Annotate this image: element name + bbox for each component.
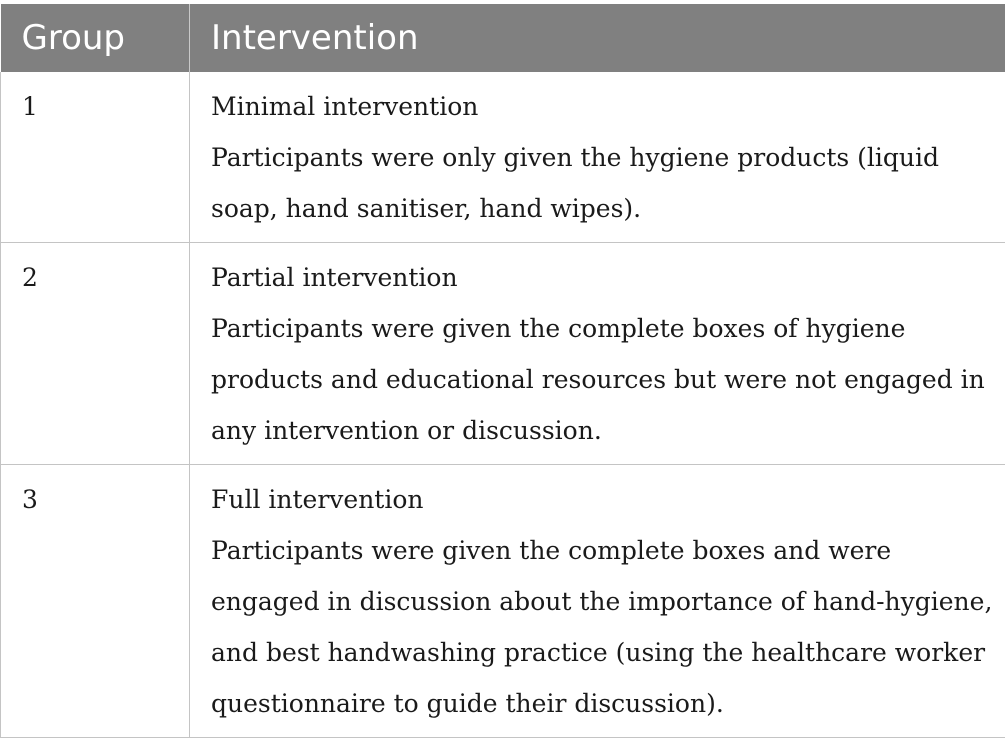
group-cell: 1 <box>1 72 190 243</box>
group-cell: 3 <box>1 465 190 738</box>
table-body <box>1 72 1005 738</box>
table-row <box>1 465 1005 738</box>
intervention-title: Full intervention <box>211 474 995 525</box>
header-row <box>1 4 1005 72</box>
group-cell: 2 <box>1 243 190 465</box>
intervention-description: Participants were given the complete boxes and were engaged in discussion about the importance of hand-hygiene, and best handwashing practice (using the healthcare worker questionnaire to guide their discussion). <box>211 525 995 729</box>
intervention-table <box>0 4 1005 738</box>
table-row <box>1 243 1005 465</box>
intervention-title: Minimal intervention <box>211 81 995 132</box>
intervention-title: Partial intervention <box>211 252 995 303</box>
intervention-cell <box>190 243 1005 465</box>
intervention-cell <box>190 72 1005 243</box>
header-intervention: Intervention <box>190 4 1005 72</box>
header-group: Group <box>1 4 190 72</box>
table-header <box>1 4 1005 72</box>
intervention-cell <box>190 465 1005 738</box>
intervention-description: Participants were only given the hygiene products (liquid soap, hand sanitiser, hand wipes). <box>211 132 995 234</box>
table-row <box>1 72 1005 243</box>
intervention-description: Participants were given the complete boxes of hygiene products and educational resources but were not engaged in any intervention or discussion. <box>211 303 995 456</box>
